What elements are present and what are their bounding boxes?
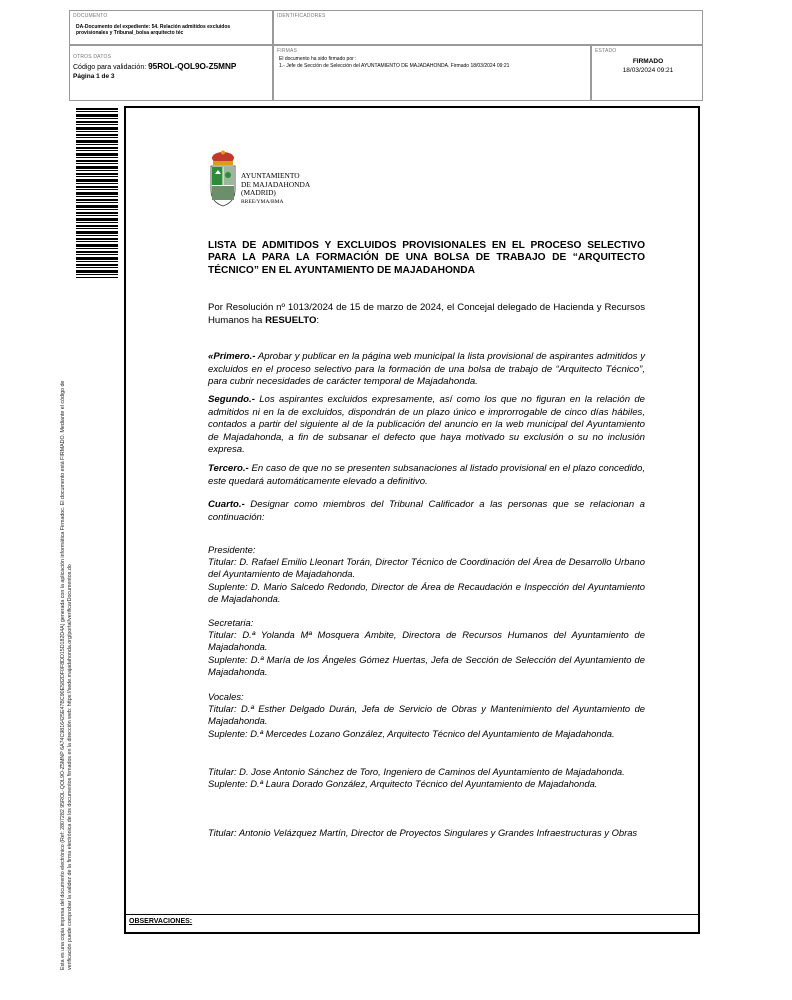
intro-text: Por Resolución nº 1013/2024 de 15 de marzo de 2024, el Concejal delegado de Hacienda y Recursos Humanos ha (208, 302, 645, 326)
vocales-block (208, 691, 645, 740)
document-title: LISTA DE ADMITIDOS Y EXCLUIDOS PROVISIONALES EN EL PROCESO SELECTIVO PARA LA PARA LA FORMACIÓN DE UNA BOLSA DE TRABAJO DE “ARQUITECTO TÉCNICO” EN EL AYUNTAMIENTO DE MAJADAHONDA (208, 240, 645, 276)
header-documento-box (69, 10, 273, 45)
secretaria-block (208, 617, 645, 678)
codigo-value: 95ROL-QOL9O-Z5MNP (148, 62, 237, 71)
codigo-validacion (73, 62, 236, 71)
estado-value: FIRMADO (632, 58, 664, 65)
presidente-heading: Presidente: (208, 544, 256, 555)
vocal-titular-3: Titular: Antonio Velázquez Martín, Director de Proyectos Singulares y Grandes Infraestructuras y Obras (208, 827, 638, 838)
barcode (76, 108, 118, 278)
vocales-block-2 (208, 766, 645, 790)
secretaria-titular: Titular: D.ª Yolanda Mª Mosquera Ambite, Directora de Recursos Humanos del Ayuntamiento de Majadahonda. (208, 629, 645, 653)
presidente-titular: Titular: D. Rafael Emilio Lleonart Torán, Director Técnico de Coordinación del Área de Desarrollo Urbano del Ayuntamiento de Majadahonda. (208, 556, 645, 580)
segundo-label: Segundo.- (208, 394, 255, 405)
cuarto-text: Designar como miembros del Tribunal Calificador a las personas que se relacionan a continuación: (208, 499, 645, 523)
codigo-prefix: Código para validación: (73, 64, 147, 71)
vocales-block-3 (208, 827, 645, 839)
documento-text: DA-Documento del expediente: 54. Relación admitidos excluidos provisionales y Tribunal_bolsa arquitecto téc (76, 24, 231, 36)
vocal-titular-1: Titular: D.ª Esther Delgado Durán, Jefa de Servicio de Obras y Mantenimiento del Ayuntamiento de Majadahonda. (208, 703, 645, 727)
header-firmas-box (273, 45, 591, 101)
observaciones-divider (124, 914, 700, 915)
intro-bold: RESUELTO (265, 314, 317, 326)
documento-label: DOCUMENTO (73, 13, 108, 19)
vocales-heading: Vocales: (208, 691, 244, 702)
header-identificadores-box (273, 10, 703, 45)
primero-label: «Primero.- (208, 351, 256, 362)
estado-fecha: 18/03/2024 09:21 (622, 67, 674, 74)
identificadores-label: IDENTIFICADORES (277, 13, 326, 19)
majadahonda-crest-icon (208, 150, 238, 212)
pagina: Página 1 de 3 (73, 73, 115, 80)
header-otros-datos-box (69, 45, 273, 101)
intro-end: : (316, 314, 320, 326)
vocal-suplente-1: Suplente: D.ª Mercedes Lozano González, Arquitecto Técnico del Ayuntamiento de Majadahonda. (208, 727, 615, 739)
tercero-label: Tercero.- (208, 463, 249, 474)
secretaria-heading: Secretaria: (208, 617, 254, 628)
secretaria-suplente: Suplente: D.ª María de los Ángeles Gómez Huertas, Jefa de Sección de Selección del Ayuntamiento de Majadahonda. (208, 653, 645, 677)
logo-line3: (MADRID) (241, 188, 276, 197)
observaciones-label: OBSERVACIONES: (129, 918, 193, 925)
presidente-block (208, 544, 645, 605)
tercero-paragraph (208, 463, 645, 488)
intro-paragraph (208, 302, 645, 327)
vocal-titular-2: Titular: D. Jose Antonio Sánchez de Toro, Ingeniero de Caminos del Ayuntamiento de Majadahonda. (208, 766, 625, 777)
tercero-text: En caso de que no se presenten subsanaciones al listado provisional en el plazo concedido, este quedará automáticamente elevado a definitivo. (208, 463, 645, 487)
primero-paragraph (208, 351, 645, 389)
primero-text: Aprobar y publicar en la página web municipal la lista provisional de aspirantes admitidos y excluidos en el proceso selectivo para la formación de una bolsa de trabajo de “Arquitecto Técnico”, para cubrir necesidades de carácter temporal de Majadahonda. (208, 351, 645, 388)
side-verification-text (60, 290, 74, 970)
vocal-suplente-2: Suplente: D.ª Laura Dorado González, Arquitecto Técnico del Ayuntamiento de Majadahonda. (208, 778, 598, 790)
otros-datos-label: OTROS DATOS (73, 54, 112, 60)
cuarto-label: Cuarto.- (208, 499, 245, 510)
firmas-line1: El documento ha sido firmado por : (279, 56, 357, 62)
segundo-paragraph (208, 394, 645, 457)
logo-line1: AYUNTAMIENTO (241, 171, 300, 180)
cuarto-paragraph (208, 499, 645, 524)
side-text-line1: Esta es una copia impresa del documento electrónico (Ref: 2807282 95ROL-QOL9O-Z5MNP 6A74C9816425E47BC90E582DF0F8DD15D182D4A) generada con la aplicación informática Firmadoc. El documento está FIRMADO. Mediante el código de (60, 380, 66, 970)
presidente-suplente: Suplente: D. Mario Salcedo Redondo, Director de Área de Recaudación e Inspección del Ayuntamiento de Majadahonda. (208, 580, 645, 604)
logo-ref: RREE/YMA/BMA (241, 198, 284, 205)
firmas-line2: 1.- Jefe de Sección de Selección del AYUNTAMIENTO DE MAJADAHONDA. Firmado 18/03/2024 09:21 (279, 63, 510, 69)
segundo-text: Los aspirantes excluidos expresamente, así como los que no figuran en la relación de admitidos ni en la de excluidos, dispondrán de un plazo único e improrrogable de cinco días hábiles, contados a partir del siguiente al de la publicación del anuncio en la web municipal del Ayuntamiento de Majadahonda, a fin de subsanar el defecto que haya motivado su exclusión o su no inclusión expresa. (208, 394, 645, 456)
side-text-line2: verificación puede comprobar la validez de la firma electrónica de los documentos firmados en la dirección web: https://sede.majadahonda.org/portal/verificarDocumentos.do (67, 564, 73, 970)
ayuntamiento-logo-text (241, 172, 310, 206)
estado-label: ESTADO (595, 48, 617, 54)
header-estado-box (591, 45, 703, 101)
firmas-label: FIRMAS (277, 48, 298, 54)
logo-line2: DE MAJADAHONDA (241, 179, 311, 189)
